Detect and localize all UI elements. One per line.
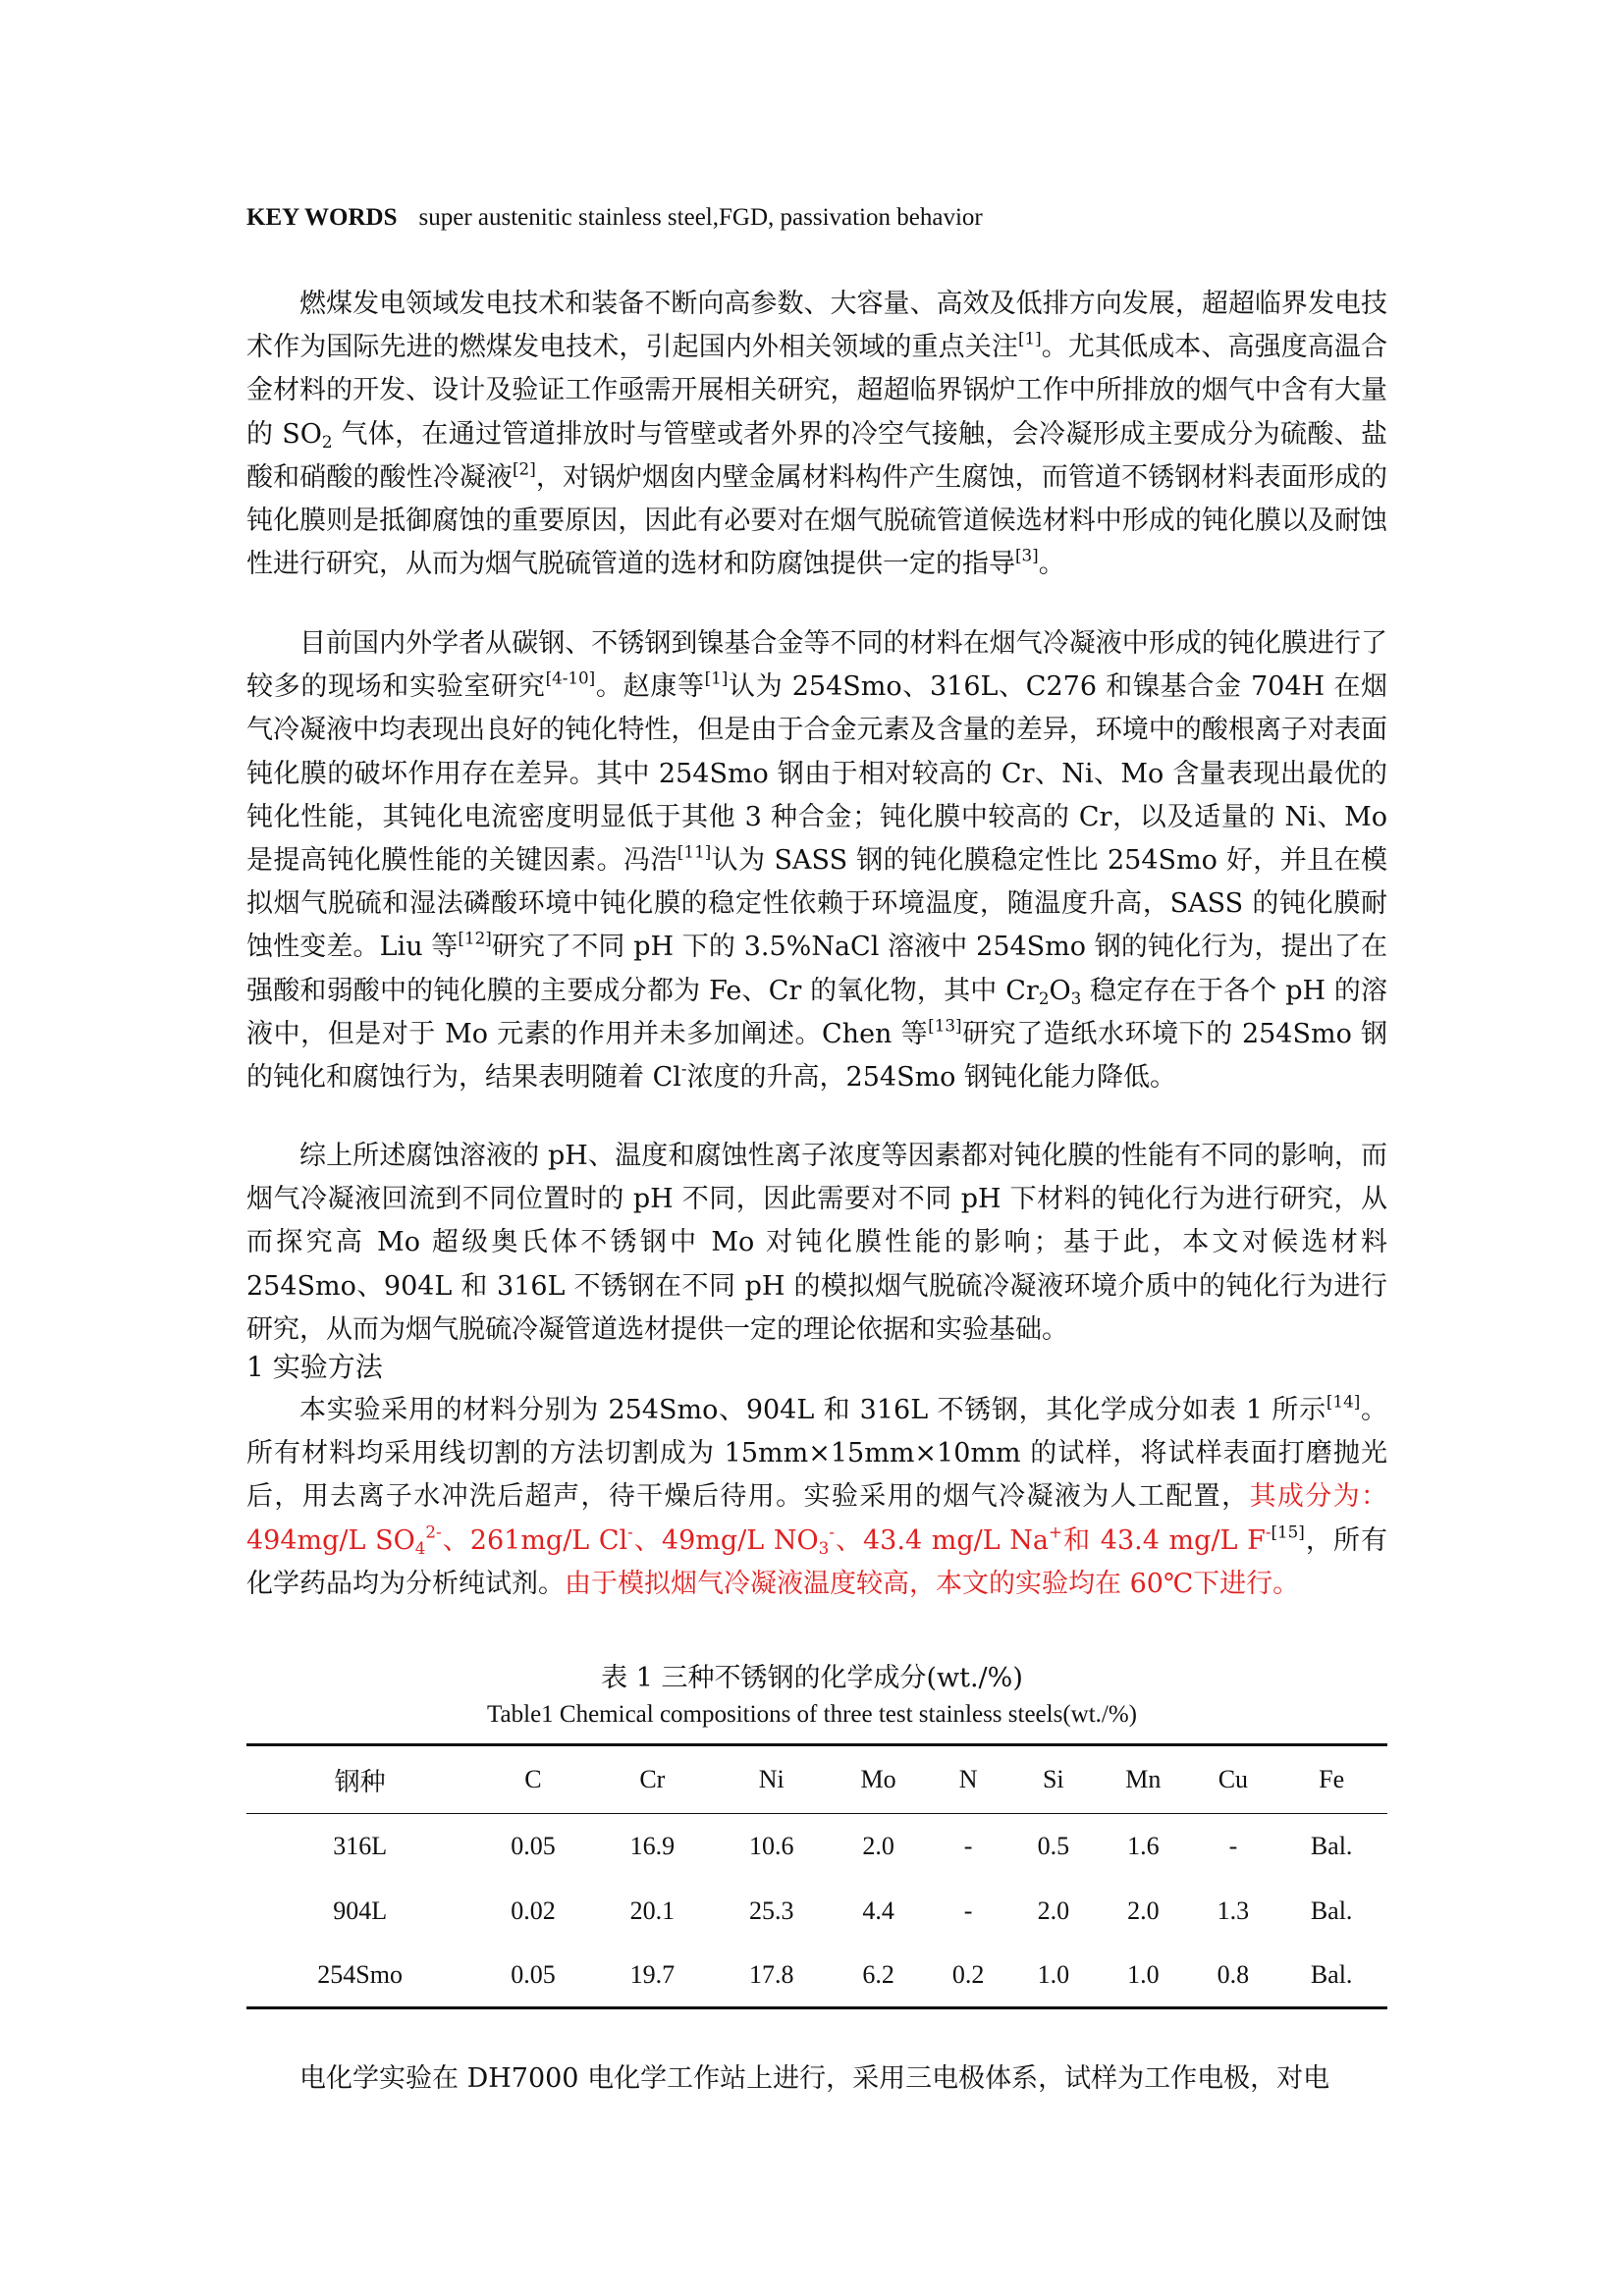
composition-table [246,1743,1387,2009]
table-cell: 1.6 [1127,1831,1160,1860]
text: ，对锅炉烟囱内壁金属材料构件产生腐蚀，而管道不锈钢材料表面形成的钝化膜则是抵御腐蚀的重要原因，因此有必要对在烟气脱硫管道候选材料中形成的钝化膜以及耐蚀性进行研究，从而为烟气脱硫管道的选材和防腐蚀提供一定的指导 [246,461,1388,580]
text: 电化学实验在 DH7000 电化学工作站上进行，采用三电极体系，试样为工作电极，对电 [299,2063,1330,2094]
table-cell: 0.5 [1037,1831,1070,1860]
superscript: - [627,1521,633,1541]
table-cell: - [1228,1831,1238,1860]
paragraph-1 [246,283,1387,586]
table-caption-cn: 表 1 三种不锈钢的化学成分(wt./%) [601,1663,1023,1693]
table-cell: 10.6 [748,1831,794,1860]
table-cell: 20.1 [629,1896,676,1925]
header-cell: C [524,1765,542,1793]
text: 研究了造纸水环境下的 254Smo 钢的钝化和腐蚀行为，结果表明随着 Cl [246,1018,1387,1094]
citation: [12] [458,928,492,948]
header-cell: Cr [639,1765,666,1793]
table-cell: - [963,1896,973,1925]
text: 。所有材料均采用线切割的方法切割成为 15mm×15mm×10mm 的试样，将试样表面打磨抛光后，用去离子水冲洗后超声，待干燥后待用。实验采用的烟气冷凝液为人工配置， [246,1395,1388,1513]
text: 目前国内外学者从碳钢、不锈钢到镍基合金等不同的材料在烟气冷凝液中形成的钝化膜进行了较多的现场和实验室研究 [246,628,1387,703]
citation: [14] [1326,1391,1361,1412]
paragraph-2 [246,622,1387,1099]
table-cell: 1.0 [1037,1959,1070,1989]
header-cell: 钢种 [334,1767,386,1796]
table-cell: 2.0 [1127,1896,1160,1925]
subscript: 4 [414,1537,426,1558]
superscript: - [829,1521,835,1541]
keywords-text: super austenitic stainless steel,FGD, passivation behavior [418,204,983,231]
header-cell: Cu [1218,1765,1249,1793]
table-cell: Bal. [1310,1831,1353,1860]
table-header-row [246,1745,1387,1814]
text: 气体，在通过管道排放时与管壁或者外界的冷空气接触，会冷凝形成主要成分为硫酸、盐酸和硝酸的酸性冷凝液 [246,418,1387,493]
text: ，所有化学药品均为分析纯试剂。 [246,1524,1387,1599]
table-cell: 0.05 [511,1831,556,1860]
header-cell: Mo [860,1765,896,1793]
table-cell: 2.0 [1037,1896,1070,1925]
text: 综上所述腐蚀溶液的 pH、温度和腐蚀性离子浓度等因素都对钝化膜的性能有不同的影响，而烟气冷凝液回流到不同位置时的 pH 不同，因此需要对不同 pH 下材料的钝化行为进行研究，从而探究高 Mo 超级奥氏体不锈钢中 Mo 对钝化膜性能的影响；基于此，本文对候选材料 254Smo、904L 和 316L 不锈钢在不同 pH 的模拟烟气脱硫冷凝液环境介质中的钝化行为进行研究，从而为烟气脱硫冷凝管道选材提供一定的理论依据和实验基础。 [246,1141,1387,1345]
header-cell: Mn [1125,1765,1162,1793]
table-cell: 0.05 [511,1959,556,1989]
paragraph-3 [246,1135,1387,1352]
table-row [246,1944,1387,2008]
text: 。赵康等 [595,671,705,703]
superscript: + [1049,1521,1063,1541]
paragraph-4 [246,1389,1387,1606]
header-cell: Si [1042,1765,1064,1793]
table-cell: 6.2 [862,1959,894,1989]
table-cell: 0.8 [1217,1959,1250,1989]
citation: [3] [1015,545,1039,565]
section-heading: 1 实验方法 [246,1351,383,1383]
citation: [2] [513,458,536,479]
citation: [11] [677,841,712,862]
table-cell: 16.9 [629,1831,676,1860]
text: 本实验采用的材料分别为 254Smo、904L 和 316L 不锈钢，其化学成分如表 1 所示 [299,1395,1326,1425]
citation: [15] [1271,1521,1305,1541]
temperature-note: 由于模拟烟气冷凝液温度较高，本文的实验均在 60℃下进行。 [565,1568,1300,1599]
table-cell: 316L [333,1831,388,1860]
paragraph-5 [246,2057,1387,2101]
table-cell: - [963,1831,973,1860]
superscript: 2- [425,1521,442,1541]
table-row [246,1814,1387,1879]
superscript: - [680,1058,687,1079]
text: 稳定存在于各个 pH 的溶液中，但是对于 Mo 元素的作用并未多加阐述。Chen 等 [246,975,1387,1049]
text: 其成分为：494mg/L SO [246,1481,1387,1556]
header-cell: N [958,1765,978,1793]
table-cell: 0.2 [951,1959,985,1989]
table-cell: 254Smo [317,1959,403,1989]
keywords-label: KEY WORDS [246,204,398,231]
table-cell: 17.8 [748,1959,794,1989]
text: 浓度的升高，254Smo 钢钝化能力降低。 [686,1062,1177,1094]
header-cell: Fe [1319,1765,1345,1793]
text: 、49mg/L NO [632,1524,819,1556]
table-cell: 904L [333,1896,388,1925]
text: 、261mg/L Cl [441,1524,628,1556]
table-cell: 19.7 [629,1959,676,1989]
text: 认为 SASS 钢的钝化膜稳定性比 254Smo 好，并且在模拟烟气脱硫和湿法磷酸环境中钝化膜的稳定性依赖于环境温度，随温度升高，SASS 的钝化膜耐蚀性变差。Liu 等 [246,845,1388,963]
citation: [1] [1017,328,1042,348]
text: 燃煤发电领域发电技术和装备不断向高参数、大容量、高效及低排方向发展，超超临界发电技术作为国际先进的燃煤发电技术，引起国内外相关领域的重点关注 [246,289,1387,363]
keywords-line [246,204,983,232]
citation: [13] [928,1015,962,1036]
text: 。 [1038,549,1065,580]
text: 。尤其低成本、高强度高温合金材料的开发、设计及验证工作亟需开展相关研究，超超临界锅炉工作中所排放的烟气中含有大量的 SO [246,332,1388,450]
text: 认为 254Smo、316L、C276 和镍基合金 704H 在烟气冷凝液中均表现出良好的钝化特性，但是由于合金元素及含量的差异，环境中的酸根离子对表面钝化膜的破坏作用存在差异。其中 254Smo 钢由于相对较高的 Cr、Ni、Mo 含量表现出最优的钝化性能，其钝化电流密度明显低于其他 3 种合金；钝化膜中较高的 Cr，以及适量的 Ni、Mo 是提高钝化膜性能的关键因素。冯浩 [246,671,1388,877]
table-cell: 4.4 [862,1896,894,1925]
table-cell: 1.3 [1217,1896,1250,1925]
table-cell: Bal. [1310,1896,1353,1925]
subscript: 3 [818,1537,830,1558]
table-cell: 0.02 [511,1896,556,1925]
text: 研究了不同 pH 下的 3.5%NaCl 溶液中 254Smo 钢的钝化行为，提出了在强酸和弱酸中的钝化膜的主要成分都为 Fe、Cr 的氧化物，其中 Cr [246,932,1387,1006]
text: 、43.4 mg/L Na [834,1524,1050,1556]
table-cell: 25.3 [748,1896,794,1925]
table-cell: Bal. [1310,1959,1353,1989]
subscript: 2 [321,431,333,452]
table-row [246,1879,1387,1944]
citation: [1] [704,667,729,688]
table-cell: 2.0 [862,1831,894,1860]
citation: [4-10] [545,667,596,688]
text: O [1049,975,1071,1006]
superscript: - [1265,1521,1272,1541]
table-caption-en: Table1 Chemical compositions of three test stainless steels(wt./%) [487,1701,1137,1728]
subscript: 2 [1038,988,1050,1008]
header-cell: Ni [758,1765,785,1793]
text: 和 43.4 mg/L F [1062,1524,1266,1556]
table-cell: 1.0 [1127,1959,1160,1989]
subscript: 3 [1070,988,1082,1008]
